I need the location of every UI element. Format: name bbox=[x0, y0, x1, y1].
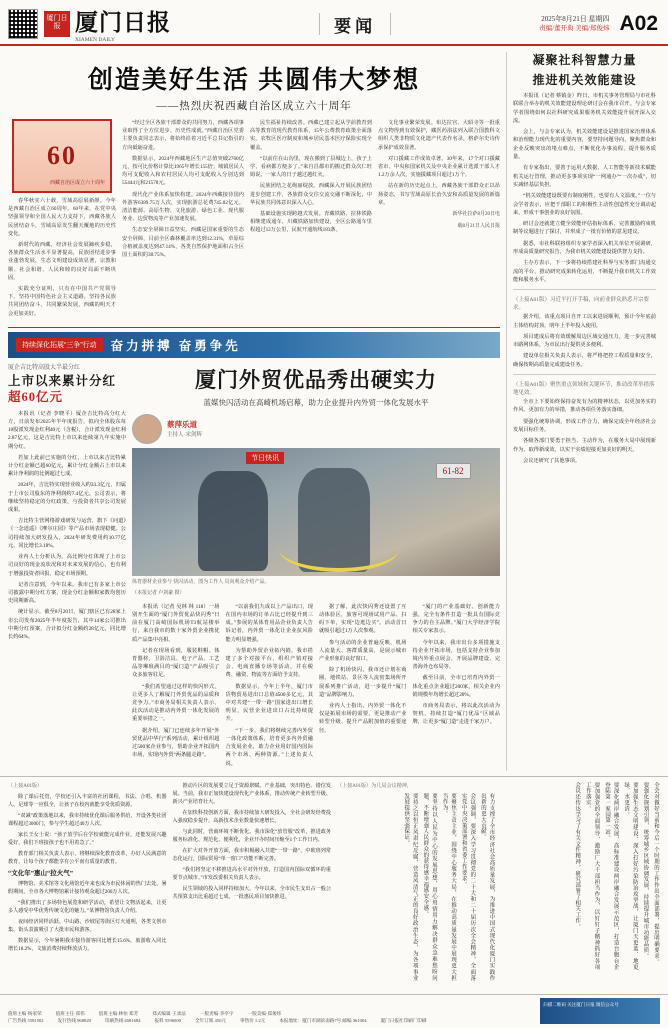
bottom-section bbox=[0, 776, 668, 981]
photo-caption: （本报记者 卢剑豪 摄） bbox=[132, 590, 185, 596]
paragraph: 有专家指出，要善于运用大数据、人工智能等新技术赋能机关运行管理，推动更多事项实现“一网通办”“一次办成”，切实减轻基层负担。 bbox=[513, 165, 656, 188]
bottom-column-3 bbox=[337, 782, 496, 981]
divider bbox=[319, 13, 320, 35]
logo-badge: 厦门日报 bbox=[44, 11, 70, 37]
feature-subhead: 蓝媒快闪活动在高崎机场启幕，助力企业提升内外贸一体化发展水平 bbox=[203, 397, 429, 407]
divider bbox=[390, 13, 391, 35]
feature-body bbox=[132, 603, 500, 771]
feature-story bbox=[132, 362, 500, 771]
paragraph: 截至目前，全市已培育内外贸一体化重点企业超过200家，相关企业内销规模年均增长超过20%。 bbox=[412, 675, 500, 698]
continuation-body-2 bbox=[513, 398, 656, 465]
continuation-label: （上接A01版） bbox=[8, 782, 43, 789]
photo-tag: 节日快讯 bbox=[246, 452, 284, 464]
divider bbox=[513, 374, 656, 375]
feature-column-1 bbox=[132, 603, 220, 771]
top-story-column-1 bbox=[8, 119, 116, 321]
right-headline-2: 推进机关效能建设 bbox=[532, 73, 637, 87]
paragraph: 夜间经济同样活跃。中山路、沙坡尾等街区灯火通明，各类文创市集、街头表演吸引了大批市民和游客。 bbox=[8, 918, 167, 933]
continuation-label: （上接A01版）为几局会议精神， bbox=[337, 782, 412, 789]
page-footer bbox=[0, 994, 668, 1028]
footer-contact: 全年订阅 450元 bbox=[194, 1018, 226, 1023]
paragraph: “我们希望通过这样的快闪形式，让更多人了解厦门外贸优品的品质和竞争力。”市商务局相关负责人表示，此次活动是推动内外贸一体化发展的重要举措之一。 bbox=[132, 683, 220, 723]
paragraph: 数据显示，今年上半年，厦门市货物贸易进出口总值4500多亿元，其中对共建“一带一路”国家进出口增长明显，民营企业进出口占比持续提升。 bbox=[225, 683, 313, 723]
paragraph: “我们推出了多场特色展览和研学活动，希望让文物活起来，让更多人感受中华优秀传统文化的魅力。”某博物馆负责人介绍。 bbox=[8, 899, 167, 914]
anniversary-stamp-graphic bbox=[12, 119, 112, 193]
subheading: “文化年”惠山“拉火气” bbox=[8, 869, 73, 877]
paragraph: “双减”政策落地以来，我市持续优化课后服务供给，开设各类社团课程超过3000门，参与学生超过40万人次。 bbox=[8, 812, 167, 827]
paragraph: 市商务局表示，将以此次活动为契机，持续打造“厦门优品”区域品牌，让更多“厦门造”走进千家万户。 bbox=[412, 703, 500, 726]
paragraph: 除了机场快闪，我市还计划在商圈、地铁站、景区等人流密集场所开展系列推广活动，进一步提升“厦门造”品牌影响力。 bbox=[319, 667, 407, 698]
paragraph: “厦门的产业基础好、创新能力强，完全有条件打造一批具有国际竞争力的自主品牌。”厦门大学经济学院相关专家表示。 bbox=[412, 603, 500, 635]
right-headline-1: 凝聚社科智慧力量 bbox=[532, 53, 637, 67]
paragraph: 项目建成后将有效缓解周边区域交通压力，进一步完善城市路网体系，为市民出行提供更多便利。 bbox=[513, 333, 656, 349]
bottom-column-2 bbox=[173, 782, 332, 981]
feature-column-4 bbox=[413, 603, 501, 771]
footer-editor: 值班主任·郑伟 bbox=[55, 1011, 85, 1016]
paragraph: 数据显示，今年暑期我市接待游客同比增长15.6%，旅游收入同比增长18.2%，文旅消费持续释放活力。 bbox=[8, 937, 167, 952]
anchor-name: 蔡萍乐道 bbox=[167, 420, 197, 430]
footer-contacts bbox=[8, 1017, 540, 1024]
paragraph: 春华秋实六十载，雪域高原展新颜。今年是西藏自治区成立60周年。60年来，在党中央坚强领导和全国人民大力支持下，西藏各族人民团结奋斗，雪域高原发生翻天覆地的历史性变化。 bbox=[8, 198, 116, 237]
paragraph: 记者注意到，今年以来，我市已有多家上市公司披露中期分红方案，现金分红金额和家数均创历史同期新高。 bbox=[8, 581, 126, 605]
byline: 新华社拉萨8月20日电 bbox=[452, 212, 500, 218]
paragraph: 会议还研究了其他事项。 bbox=[523, 457, 581, 464]
paper-logo bbox=[44, 4, 171, 44]
page-body bbox=[0, 46, 668, 771]
feature-column-3 bbox=[319, 603, 407, 771]
paper-name-latin: XIAMEN DAILY bbox=[75, 37, 115, 43]
dividend-story bbox=[8, 362, 126, 771]
paragraph: 在加快科技创新方面，我市持续加大研发投入，全社会研发经费投入强度稳步提升，高新技术企业数量快速增长。 bbox=[172, 809, 331, 824]
section-divider bbox=[8, 327, 500, 328]
editor-credits: 责编/董开典 美编/郑俊炜 bbox=[539, 25, 610, 32]
section-header bbox=[171, 12, 539, 37]
footer-contact: 广告热线 5581502 bbox=[8, 1018, 44, 1023]
photo-bicycle bbox=[279, 526, 399, 572]
masthead bbox=[0, 0, 668, 46]
paragraph: 各级各部门要勇于担当、主动作为，在服务大局中展现新作为、取得新成效，以实干实绩迎接更加美好的明天。 bbox=[513, 438, 656, 453]
footer-contact: 厦门日报社印刷厂印刷 bbox=[380, 1018, 427, 1023]
paragraph: “下一步，我们将继续完善内外贸一体化政策体系，培育更多内外贸融合发展企业，助力企业用好国内国际两个市场、两种资源。”上述负责人说。 bbox=[225, 727, 313, 767]
footer-editor: 一版美编·郑俊炜 bbox=[247, 1011, 282, 1016]
story-body bbox=[8, 410, 126, 641]
left-zone bbox=[8, 52, 500, 771]
top-story bbox=[8, 60, 500, 321]
paragraph: 据介绍，厦门已连续多年开展“外贸优品中华行”系列活动，累计组织超过500家企业参与，帮助企业开拓国内市场，实现内外贸“两条腿走路”。 bbox=[132, 727, 220, 759]
vertical-line: 全会对做好当前和今后一个时期的工作作出全面部署，提出明确要求。 bbox=[653, 781, 659, 965]
paragraph: 新时代的西藏，经济社会发展蹄疾步稳，各族群众生活水平显著提高，民族团结进步事业蓬勃发展，生态文明建设成效显著，宗教和顺、社会和谐、人民和睦的良好局面不断巩固。 bbox=[8, 242, 116, 281]
stamp-caption: 西藏自治区成立六十周年 bbox=[49, 180, 105, 186]
footer-editor: 值班主编·杨家荣 bbox=[8, 1011, 42, 1016]
paragraph: 统计显示，截至8月20日，厦门辖区已有28家上市公司发布2025年半年度报告，其中14家公司推出中期分红预案，合计拟分红金额约28亿元，同比增长约64%。 bbox=[8, 609, 126, 640]
paragraph: “经过全区各族干部群众的共同努力，西藏各项事业取得了全方位进步、历史性成就。”西藏自治区党委主要负责同志表示，将始终沿着习近平总书记指引的方向砥砺奋进。 bbox=[122, 120, 244, 151]
paragraph: 民族团结之花绚丽绽放。西藏深入开展民族团结进步创建工作，各族群众交往交流交融不断深化，中华民族共同体意识深入人心。 bbox=[250, 183, 372, 206]
footer-contact: 发行热线 968820 bbox=[57, 1018, 91, 1023]
paragraph: 本报讯（记者 李晓平）厦企吉比特高分红大方，日前发布2025年半年度报告，拟向全体股东每10股派发现金红利40元（含税），合计派发现金红利2.87亿元，这是吉比特上市以来连续第九年实施中期分红。 bbox=[8, 410, 126, 450]
vertical-line: 要加强生态文明建设，深入打好污染防治攻坚战，让厦门天更蓝、地更绿、水更清。 bbox=[623, 781, 638, 970]
vertical-text-block-1 bbox=[337, 793, 496, 981]
paragraph: 今年以来，我市出台多项措施支持企业开拓市场，包括支持企业参加境内外重点展会、开展品牌建设、完善海外仓布局等。 bbox=[412, 639, 500, 671]
page-number: A02 bbox=[619, 12, 658, 35]
vertical-line: 要坚持以人民为中心的发展思想，用心用情用力解决群众急难愁盼问题，不断增强人民群众的获得感幸福感安全感。 bbox=[422, 792, 437, 981]
paragraph: 推动片区的发展要立足于资源禀赋、产业基础，突出特色、错位发展。当前，我市正加快建设现代化产业体系，推动传统产业转型升级、新兴产业培育壮大。 bbox=[172, 782, 331, 805]
paragraph: 全市上下要始终保持奋发有为的精神状态，以更加务实的作风、更加有力的举措，推动各项任务落实落细。 bbox=[513, 399, 656, 414]
feature-headline: 厦门外贸优品秀出硬实力 bbox=[195, 367, 437, 392]
vertical-line: 会议还传达学习了有关文件精神，研究部署了相关工作。 bbox=[574, 781, 581, 930]
paragraph: 生态安全屏障日益坚实。西藏是国家重要的生态安全屏障，目前全区森林覆盖率达到12.31%，草原综合植被盖度达到47.14%，各类自然保护地面积占全区国土面积的38.75%。 bbox=[122, 227, 244, 259]
footer-editor: 郑式编辑·王承法 bbox=[152, 1011, 186, 1016]
top-story-column-3 bbox=[250, 119, 372, 321]
top-story-column-4 bbox=[378, 119, 500, 321]
footer-contact: 报料 5596000 bbox=[154, 1018, 181, 1023]
paragraph: 本报讯（记者 蔡镇金）昨日，市机关事务管理局与市社科联联合举办的机关效能建设理论研讨会在我市召开。与会专家学者围绕如何以社科研究成果服务机关效能提升展开深入交流。 bbox=[513, 93, 656, 124]
paragraph: 站在新的历史起点上，西藏各族干部群众正以昂扬姿态，书写雪域高原长治久安和高质量发展的新篇章。 bbox=[378, 183, 500, 206]
paragraph: 除了课后托管，学校还引入丰富的社团课程，书法、合唱、机器人、足球等一应俱全，让孩子在校内就能享受优质资源。 bbox=[8, 793, 167, 808]
paragraph: 业内人士分析认为，高比例分红体现了上市公司良好的现金流状况和对未来发展的信心，也有利于增强投资者回报、稳定市场预期。 bbox=[8, 554, 126, 577]
footer-contact: 印刷热线 6581684 bbox=[104, 1018, 141, 1023]
section-title: 要闻 bbox=[334, 16, 377, 36]
paragraph: 在扩大对外开放方面，我市积极融入共建“一带一路”，中欧班列常态化运行，国际贸易“单一窗口”功能不断完善。 bbox=[172, 847, 331, 862]
paragraph: 对口援藏工作成效卓著。30年来，17个对口援藏省市、中央和国家机关及中央企业累计选派干部人才1.2万余人次，实施援藏项目超过1万个。 bbox=[378, 155, 500, 179]
bottom-column-4 bbox=[502, 782, 661, 981]
top-story-headline: 创造美好生活 共圆伟大梦想 bbox=[87, 67, 421, 94]
photo-sign: 61-82 bbox=[436, 463, 471, 479]
top-story-subhead: ——热烈庆祝西藏自治区成立六十周年 bbox=[156, 101, 352, 112]
avatar bbox=[132, 414, 162, 444]
footer-qr-banner[interactable]: 扫描二维码 关注厦门日报 微信公众号 bbox=[540, 998, 660, 1024]
footer-editor: 值班主编·林恒 郑芳 bbox=[98, 1011, 139, 1016]
paragraph: 参与活动的企业普遍反映，机场人流量大、客群质量高，是展示城市产业形象的良好窗口。 bbox=[319, 639, 407, 663]
bottom-column-1 bbox=[8, 782, 167, 981]
paragraph: 实践充分证明，只有在中国共产党领导下，坚持中国特色社会主义道路，坚持各民族共同团结奋斗、共同繁荣发展，西藏的明天才会更加美好。 bbox=[8, 286, 116, 317]
paragraph: 据介绍，该重点项目自开工以来进展顺利，预计今年底前主体结构封顶，明年上半年投入使用。 bbox=[513, 314, 656, 329]
paragraph: 吉比特主营网络游戏研发与运营，旗下《问道》《一念逍遥》《摩尔庄园》等产品市场表现稳健。公司持续加大研发投入，2024年研发费用约10.77亿元，同比增长3.18%。 bbox=[8, 518, 126, 549]
paper-name: 厦门日报 bbox=[75, 9, 171, 36]
photo-note: 体育器材企业参与 快闪活动，图为工作人 员向观众介绍产品。 bbox=[132, 579, 270, 585]
paragraph: 民生福祉持续改善。西藏已建立起从学前教育到高等教育的现代教育体系，15年公费教育政策全面落实，农牧区医疗制度和城乡居民基本医疗保险实现全覆盖。 bbox=[250, 120, 372, 151]
campaign-tag: 持续深化拓展“三争”行动 bbox=[16, 338, 103, 352]
footer-contact: 零售价 1.2元 bbox=[239, 1018, 266, 1023]
paragraph: “以前住在山沟里，现在搬到了县城边上，孩子上学、看病都方便多了。”来自昌都市的搬迁群众次仁旺姆说，一家人的日子越过越红火。 bbox=[250, 155, 372, 179]
stamp-number: 60 bbox=[47, 140, 77, 170]
feature-photo bbox=[132, 448, 500, 576]
headline-line-1: 上市以来累计分红 bbox=[8, 373, 117, 388]
paragraph: 民生领域的投入同样持续加大。今年以来，全市民生支出占一般公共预算支出比重超过七成，一批惠民项目加快推进。 bbox=[172, 885, 331, 900]
middle-section bbox=[8, 362, 500, 771]
paragraph: 据悉，市社科联将组织专家学者深入机关单位开展调研，形成高质量研究报告，为我市机关效能建设提供智力支持。 bbox=[513, 240, 656, 256]
headline-line-2: 超60亿元 bbox=[8, 389, 64, 404]
paragraph: 博物馆、美术馆等文化场馆近年来也成为市民休闲的热门去处。暑假期间，全市各大博物馆累计接待观众超过200万人次。 bbox=[8, 880, 167, 895]
divider bbox=[513, 289, 656, 290]
footer-editors bbox=[8, 1010, 540, 1017]
story-headline bbox=[8, 373, 126, 405]
vertical-line: 要强化规划引领，统筹城乡区域协调发展，持续提升城市功能品质。 bbox=[642, 781, 649, 959]
paragraph: 现代化产业体系加快构建。2024年西藏接待国内外游客6389.75万人次，实现旅游总花费745.82亿元。清洁能源、高原生物、文化旅游、绿色工业、现代服务业、边贸物流等产业加速发展。 bbox=[122, 191, 244, 223]
right-body bbox=[513, 92, 656, 284]
campaign-slogan: 奋力拼搏 奋勇争先 bbox=[110, 338, 241, 353]
feature-column-2 bbox=[226, 603, 314, 771]
paragraph: 若加上此前已实施的分红，上市以来吉比特累计分红金额已超60亿元，累计分红金额占上市以来累计净利润的比例超过七成。 bbox=[8, 454, 126, 478]
paragraph: 要强化统筹协调，形成工作合力，确保完成全年经济社会发展目标任务。 bbox=[513, 418, 656, 433]
vertical-line: 要持之以恒正风肃纪反腐，营造风清气正的良好政治生态，为各项事业发展提供坚强保证。 bbox=[403, 792, 418, 981]
paragraph: 与此同时，营商环境不断优化。我市深化“放管服”改革，推进政务服务标准化、规范化、便利化，企业开办时间压缩至1个工作日内。 bbox=[172, 828, 331, 843]
paragraph: 建设单位相关负责人表示，将严格把控工程质量和安全，确保按期高质量完成建设任务。 bbox=[513, 353, 656, 368]
footer-credits bbox=[8, 1010, 540, 1024]
photo-person-left bbox=[198, 471, 268, 571]
paragraph: “以前我们九成以上产品出口，现在国内市场的订单占比已经提升到三成。”参展的某体育用品企业负责人告诉记者，内外贸一体化让企业抗风险能力明显增强。 bbox=[225, 603, 313, 643]
issue-date: 2025年8月21日 星期四 bbox=[541, 15, 610, 23]
paragraph: “我们将坚定不移推进高水平对外开放，打造国内国际双循环的重要节点城市。”市发改委相关负责人表示。 bbox=[172, 866, 331, 881]
paragraph: 据了解，此次快闪秀还设置了互动体验区，旅客可现场试用产品、扫码下单，实现“边逛边买”。活动首日就吸引超过1万人次参观。 bbox=[319, 603, 407, 635]
footer-contact: 本报地址：厦门市湖滨南路7号 邮编 361004 bbox=[279, 1018, 367, 1023]
vertical-line: 要聚焦主责主业，围绕中心服务大局，在推动高质量发展中展现更大担当作为。 bbox=[441, 792, 457, 981]
source-note: 载8月21日人民日报 bbox=[457, 224, 500, 230]
anchor-byline bbox=[132, 414, 500, 444]
paragraph: 数据显示，2024年西藏地区生产总值突破2760亿元，按可比价格计算比1965年增长155倍；城镇居民人均可支配收入和农村居民人均可支配收入分别达到55444元和21578元。 bbox=[122, 155, 244, 187]
paragraph: 记者在现场看到，服装鞋帽、体育器材、卫浴洁具、电子产品、工艺品等琳琅满目的“厦门造”产品吸引了众多旅客驻足。 bbox=[132, 647, 220, 679]
campaign-banner bbox=[8, 332, 500, 358]
vertical-line: 要深化两岸融合发展，高标准建设两岸融合发展示范区，打造台胞台企登陆第一家园第一站。 bbox=[604, 781, 619, 970]
top-story-column-2 bbox=[122, 119, 244, 321]
paragraph: 会上，与会专家认为，机关效能建设是推进国家治理体系和治理能力现代化的重要内容，要坚持问题导向，聚焦群众和企业反映突出的堵点难点，不断优化办事流程、提升服务质量。 bbox=[513, 129, 656, 161]
continuation-note-2: （上接A01版）聚焦重点领域和关键环节，推动改革举措落地见效。 bbox=[513, 382, 655, 397]
vertical-text-block-2 bbox=[502, 782, 661, 970]
footer-editor: 一版责编·李亭字 bbox=[199, 1011, 234, 1016]
paragraph: 为帮助外贸企业拓内销，我市搭建了多个对接平台，组织产销对接会、电商直播专场等活动，并在税费、融资、物流等方面给予支持。 bbox=[225, 647, 313, 679]
paragraph: 家长王女士说：“孩子放学后在学校就能完成作业，还能发展兴趣爱好，我们下班接孩子也不用着急了。” bbox=[8, 831, 167, 846]
right-column bbox=[506, 52, 656, 771]
vertical-line: 要加强党的全面领导，激励广大干部担当作为，以钉钉子精神抓好各项工作落实。 bbox=[584, 781, 600, 970]
qr-code-icon[interactable] bbox=[8, 9, 38, 39]
continuation-body-1 bbox=[513, 313, 656, 369]
vertical-line: 有力支撑了全市经济社会高质量发展，为推进中国式现代化厦门实践作出新的更大贡献。 bbox=[479, 792, 495, 981]
paragraph: 教育部门相关负责人表示，将继续深化教育改革，办好人民满意的教育，让每个孩子都能享有公平而有质量的教育。 bbox=[8, 850, 167, 865]
paragraph: 本报讯（记者 吴林 林 118）一场别开生面的“厦门外贸优品快闪秀”日前在厦门高崎国际机场T3航站楼举行，来自我市的数十家外贸企业携优质产品集中亮相。 bbox=[132, 603, 220, 643]
paragraph: 文化事业繁荣发展。布达拉宫、大昭寺等一批重点文物得到有效保护，藏医药浴法列入联合国教科文组织人类非物质文化遗产代表作名录，格萨尔史诗传承保护成效显著。 bbox=[378, 120, 500, 151]
anchor-role: 主持人·宋剑辉 bbox=[167, 432, 202, 439]
paragraph: 2024年，吉比特实现营业收入约33.3亿元，归属于上市公司股东的净利润约7.4亿元。公司表示，将继续坚持稳定的分红政策，与投资者共享公司发展成果。 bbox=[8, 482, 126, 514]
paragraph: 业内人士指出，内外贸一体化不仅是拓展市场的需要，更是推动产业转型升级、提升产品附加值的重要途径。 bbox=[319, 703, 407, 734]
paragraph: “机关效能建设既要有制度刚性，也要有人文温度。”一位与会学者表示，应把干部职工的积极性主动性创造性充分调动起来，形成干事创业的良好氛围。 bbox=[513, 193, 656, 216]
paragraph: 主办方表示，下一步将持续搭建社科界与实务部门沟通交流的平台，推动研究成果转化运用，不断提升我市机关工作效能和服务水平。 bbox=[513, 260, 656, 283]
vertical-line: 会议强调，要深入学习贯彻党的二十大和二十届历次全会精神，全面落实党中央决策部署和省委工作要求。 bbox=[460, 792, 476, 981]
story-kicker: 厦企吉比特高股大半最分红 bbox=[8, 364, 81, 371]
paragraph: 基础设施实现跨越式发展。青藏铁路、拉林铁路相继建成通车，川藏铁路加快建设，全区公路通车里程超过12万公里，民航开通航线183条。 bbox=[250, 211, 372, 234]
continuation-note-1: （上接A01版）习近平打开手稿，向前业群众熟悉开宗要求。 bbox=[513, 297, 649, 312]
issue-info bbox=[539, 14, 613, 34]
paragraph: 研讨会还就建立健全效能评估指标体系、完善激励约束机制等议题进行了探讨，并形成了一批有价值的意见建议。 bbox=[513, 221, 656, 236]
